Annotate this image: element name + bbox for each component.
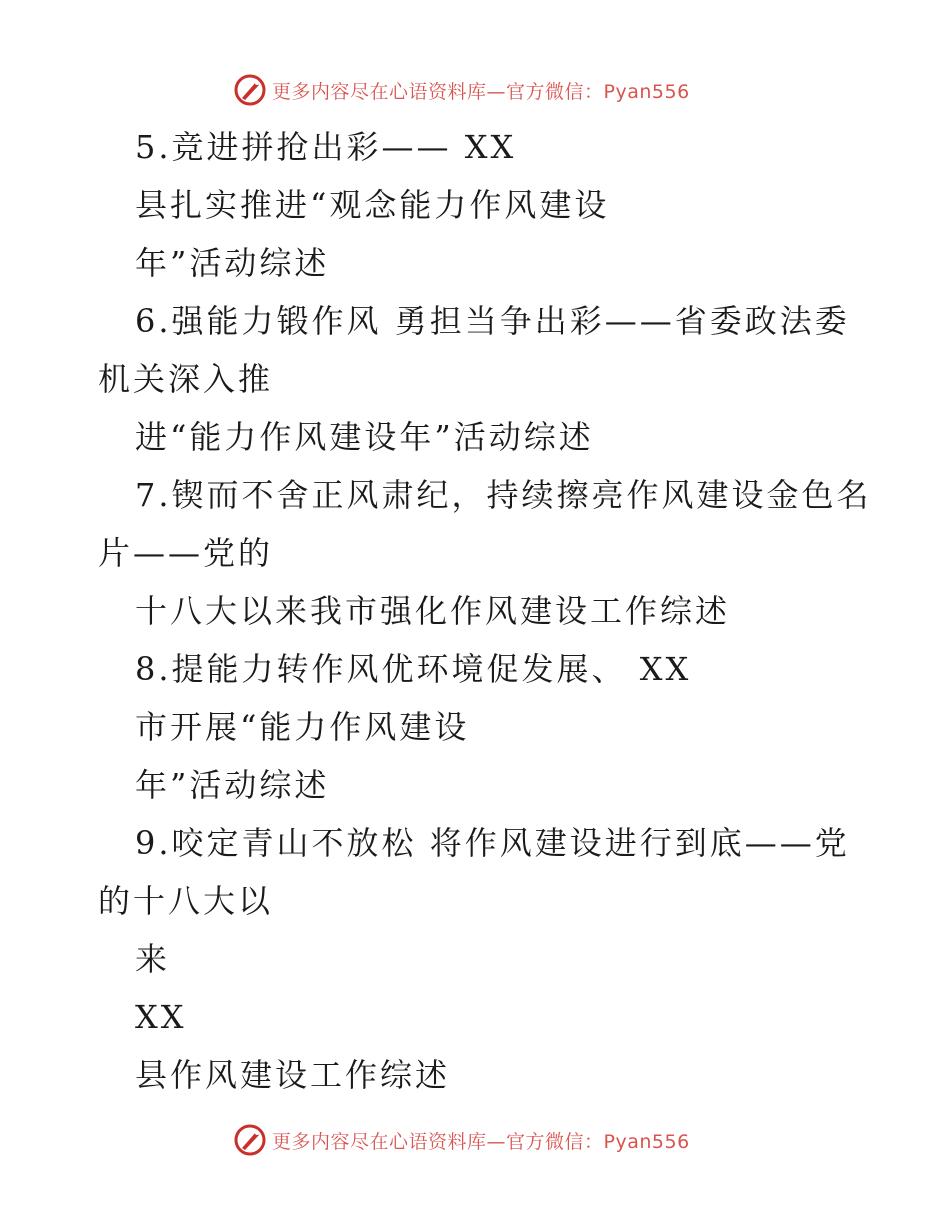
toc-line: 年”活动综述	[135, 766, 330, 804]
pen-logo-icon	[234, 74, 266, 106]
toc-line: 来	[135, 940, 171, 978]
toc-line: 十八大以来我市强化作风建设工作综述	[135, 592, 731, 630]
toc-line: 市开展“能力作风建设	[135, 708, 470, 746]
toc-line: 8.提能力转作风优环境促发展、 XX	[135, 650, 692, 688]
toc-line: 机关深入推	[98, 360, 274, 398]
toc-line: 县作风建设工作综述	[135, 1056, 451, 1094]
toc-line: 6.强能力锻作风 勇担当争出彩——省委政法委	[135, 302, 850, 340]
toc-line: 9.咬定青山不放松 将作风建设进行到底——党	[135, 824, 850, 862]
toc-line: 7.锲而不舍正风肃纪，持续擦亮作风建设金色名	[135, 476, 872, 514]
toc-line: 年”活动综述	[135, 244, 330, 282]
toc-line: 片——党的	[98, 534, 274, 572]
pen-logo-icon	[234, 1124, 266, 1156]
toc-line: 的十八大以	[98, 882, 274, 920]
watermark-footer	[234, 1123, 690, 1157]
toc-line: 进“能力作风建设年”活动综述	[135, 418, 594, 456]
watermark-text: 更多内容尽在心语资料库—官方微信：Pyan556	[272, 80, 690, 103]
toc-line: 县扎实推进“观念能力作风建设	[135, 186, 610, 224]
toc-line: 5.竞进拼抢出彩—— XX	[135, 128, 517, 166]
toc-line: XX	[135, 998, 187, 1036]
watermark-header	[234, 73, 690, 107]
watermark-text: 更多内容尽在心语资料库—官方微信：Pyan556	[272, 1130, 690, 1153]
